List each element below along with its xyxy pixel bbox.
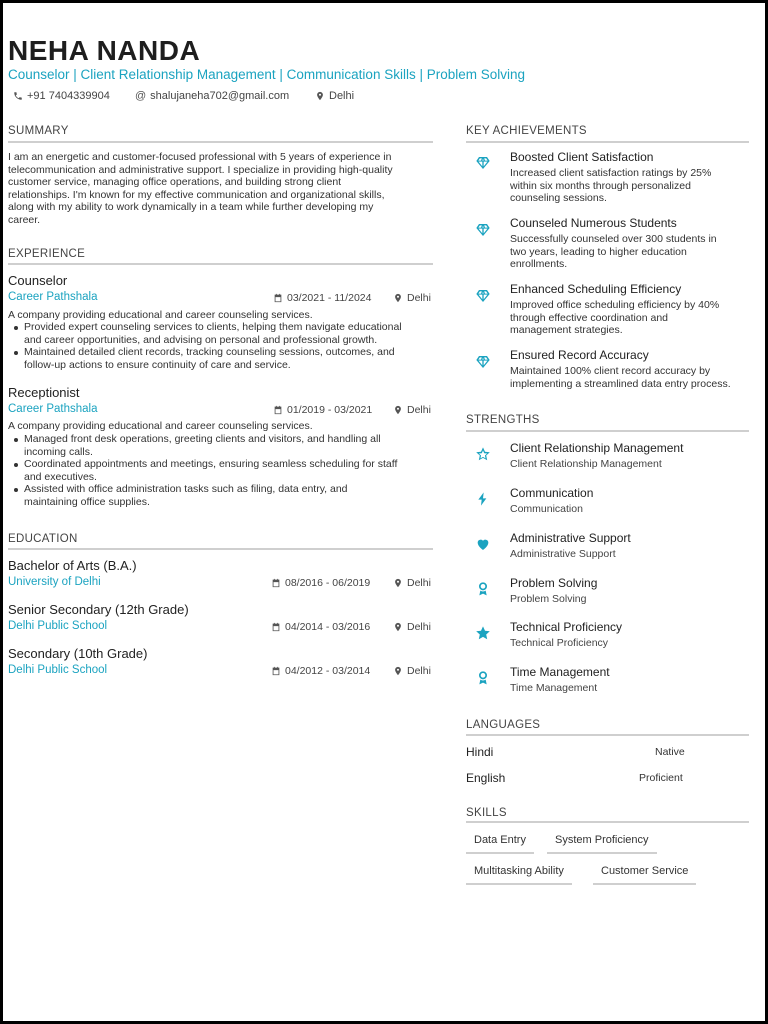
achievement-desc: Successfully counseled over 300 students in two years, leading to higher education enrollments. [510, 233, 717, 271]
list-item: Assisted with office administration tasks such as filing, data entry, and maintaining office supplies. [24, 483, 439, 508]
calendar-icon [271, 666, 281, 676]
candidate-name: NEHA NANDA [8, 35, 201, 66]
education-location: Delhi [393, 577, 431, 589]
summary-divider [8, 141, 433, 143]
strength-title: Client Relationship Management [510, 441, 684, 455]
star-icon [475, 625, 491, 641]
summary-text: I am an energetic and customer-focused professional with 5 years of experience in telecommunication and administrative support. I specialize in providing high-quality customer service, managing office operations, and building strong client relationships. I'm known for my effective communication and organizational skills, along with my ability to work dynamically in a team while further developing my career. [8, 151, 393, 226]
strength-title: Problem Solving [510, 576, 598, 590]
list-item: Coordinated appointments and meetings, ensuring seamless scheduling for staff and executives. [24, 458, 439, 483]
resume-page [3, 3, 765, 1021]
job-location: Delhi [393, 404, 431, 416]
email-text: shalujaneha702@gmail.com [150, 90, 290, 102]
skill-tag: System Proficiency [547, 830, 657, 854]
location-text: Delhi [329, 90, 355, 102]
bolt-icon [475, 491, 491, 507]
achievement-title: Enhanced Scheduling Efficiency [510, 282, 682, 296]
job-description: A company providing educational and career counseling services. [8, 309, 313, 321]
list-item: Managed front desk operations, greeting clients and visitors, and handling all incoming calls. [24, 433, 439, 458]
education-location: Delhi [393, 665, 431, 677]
education-degree: Secondary (10th Grade) [8, 646, 148, 661]
education-school: University of Delhi [8, 576, 101, 588]
contact-location [315, 90, 354, 102]
map-pin-icon [315, 91, 325, 101]
strength-title: Communication [510, 486, 594, 500]
summary-title: SUMMARY [8, 125, 69, 137]
education-dates: 04/2012 - 03/2014 [271, 665, 370, 677]
star-outline-icon [475, 446, 491, 462]
experience-title: EXPERIENCE [8, 248, 86, 260]
education-divider [8, 548, 433, 550]
job-bullets [8, 433, 439, 509]
achievement-title: Counseled Numerous Students [510, 216, 677, 230]
skill-tag: Customer Service [593, 861, 696, 885]
language-level: Native [655, 746, 685, 758]
strength-desc: Client Relationship Management [510, 458, 662, 470]
education-school: Delhi Public School [8, 620, 108, 632]
education-dates: 08/2016 - 06/2019 [271, 577, 370, 589]
language-name: English [466, 771, 506, 785]
skill-tag: Data Entry [466, 830, 534, 854]
skill-tag: Multitasking Ability [466, 861, 572, 885]
achievement-desc: Increased client satisfaction ratings by 25% within six months through personalized counseling sessions. [510, 167, 712, 205]
achievement-title: Ensured Record Accuracy [510, 348, 649, 362]
map-pin-icon [393, 622, 403, 632]
award-icon [475, 581, 491, 597]
heart-icon [475, 536, 491, 552]
job-role: Counselor [8, 273, 68, 288]
headline: Counselor | Client Relationship Management | Communication Skills | Problem Solving [8, 67, 526, 82]
strength-title: Technical Proficiency [510, 620, 623, 634]
job-role: Receptionist [8, 385, 80, 400]
skills-divider [466, 821, 749, 823]
map-pin-icon [393, 578, 403, 588]
education-title: EDUCATION [8, 533, 78, 545]
at-icon: @ [135, 90, 147, 102]
list-item: Maintained detailed client records, tracking counseling sessions, outcomes, and follow-up actions to ensure continuity of care and service. [24, 346, 439, 371]
education-dates: 04/2014 - 03/2016 [271, 621, 370, 633]
calendar-icon [271, 622, 281, 632]
award-icon [475, 670, 491, 686]
diamond-icon [475, 354, 491, 370]
strength-desc: Administrative Support [510, 548, 616, 560]
phone-icon [13, 91, 23, 101]
languages-title: LANGUAGES [466, 719, 541, 731]
job-location: Delhi [393, 292, 431, 304]
phone-text: +91 7404339904 [27, 90, 110, 102]
job-description: A company providing educational and career counseling services. [8, 420, 313, 432]
achievements-title: KEY ACHIEVEMENTS [466, 125, 587, 137]
job-dates: 03/2021 - 11/2024 [273, 292, 371, 304]
achievement-desc: Maintained 100% client record accuracy by implementing a streamlined data entry process. [510, 365, 731, 390]
language-name: Hindi [466, 745, 494, 759]
strength-title: Administrative Support [510, 531, 631, 545]
skills-title: SKILLS [466, 807, 507, 819]
education-school: Delhi Public School [8, 664, 108, 676]
achievements-divider [466, 141, 749, 143]
education-degree: Bachelor of Arts (B.A.) [8, 558, 137, 573]
language-level: Proficient [639, 772, 683, 784]
achievement-title: Boosted Client Satisfaction [510, 150, 654, 164]
calendar-icon [271, 578, 281, 588]
contact-phone [13, 90, 110, 102]
job-company: Career Pathshala [8, 291, 98, 303]
strength-title: Time Management [510, 665, 610, 679]
diamond-icon [475, 222, 491, 238]
experience-divider [8, 263, 433, 265]
strengths-title: STRENGTHS [466, 414, 540, 426]
list-item: Provided expert counseling services to clients, helping them navigate educational and career opportunities, and advising on personal and professional growth. [24, 321, 439, 346]
map-pin-icon [393, 405, 403, 415]
map-pin-icon [393, 666, 403, 676]
education-degree: Senior Secondary (12th Grade) [8, 602, 189, 617]
diamond-icon [475, 288, 491, 304]
languages-divider [466, 734, 749, 736]
job-bullets [8, 321, 439, 371]
strength-desc: Time Management [510, 682, 598, 694]
contact-email [135, 90, 289, 102]
diamond-icon [475, 155, 491, 171]
achievement-desc: Improved office scheduling efficiency by 40% through effective coordination and management strategies. [510, 299, 720, 337]
strength-desc: Problem Solving [510, 593, 587, 605]
strengths-divider [466, 430, 749, 432]
job-dates: 01/2019 - 03/2021 [273, 404, 372, 416]
calendar-icon [273, 293, 283, 303]
education-location: Delhi [393, 621, 431, 633]
job-company: Career Pathshala [8, 403, 98, 415]
strength-desc: Technical Proficiency [510, 637, 609, 649]
calendar-icon [273, 405, 283, 415]
strength-desc: Communication [510, 503, 583, 515]
map-pin-icon [393, 293, 403, 303]
